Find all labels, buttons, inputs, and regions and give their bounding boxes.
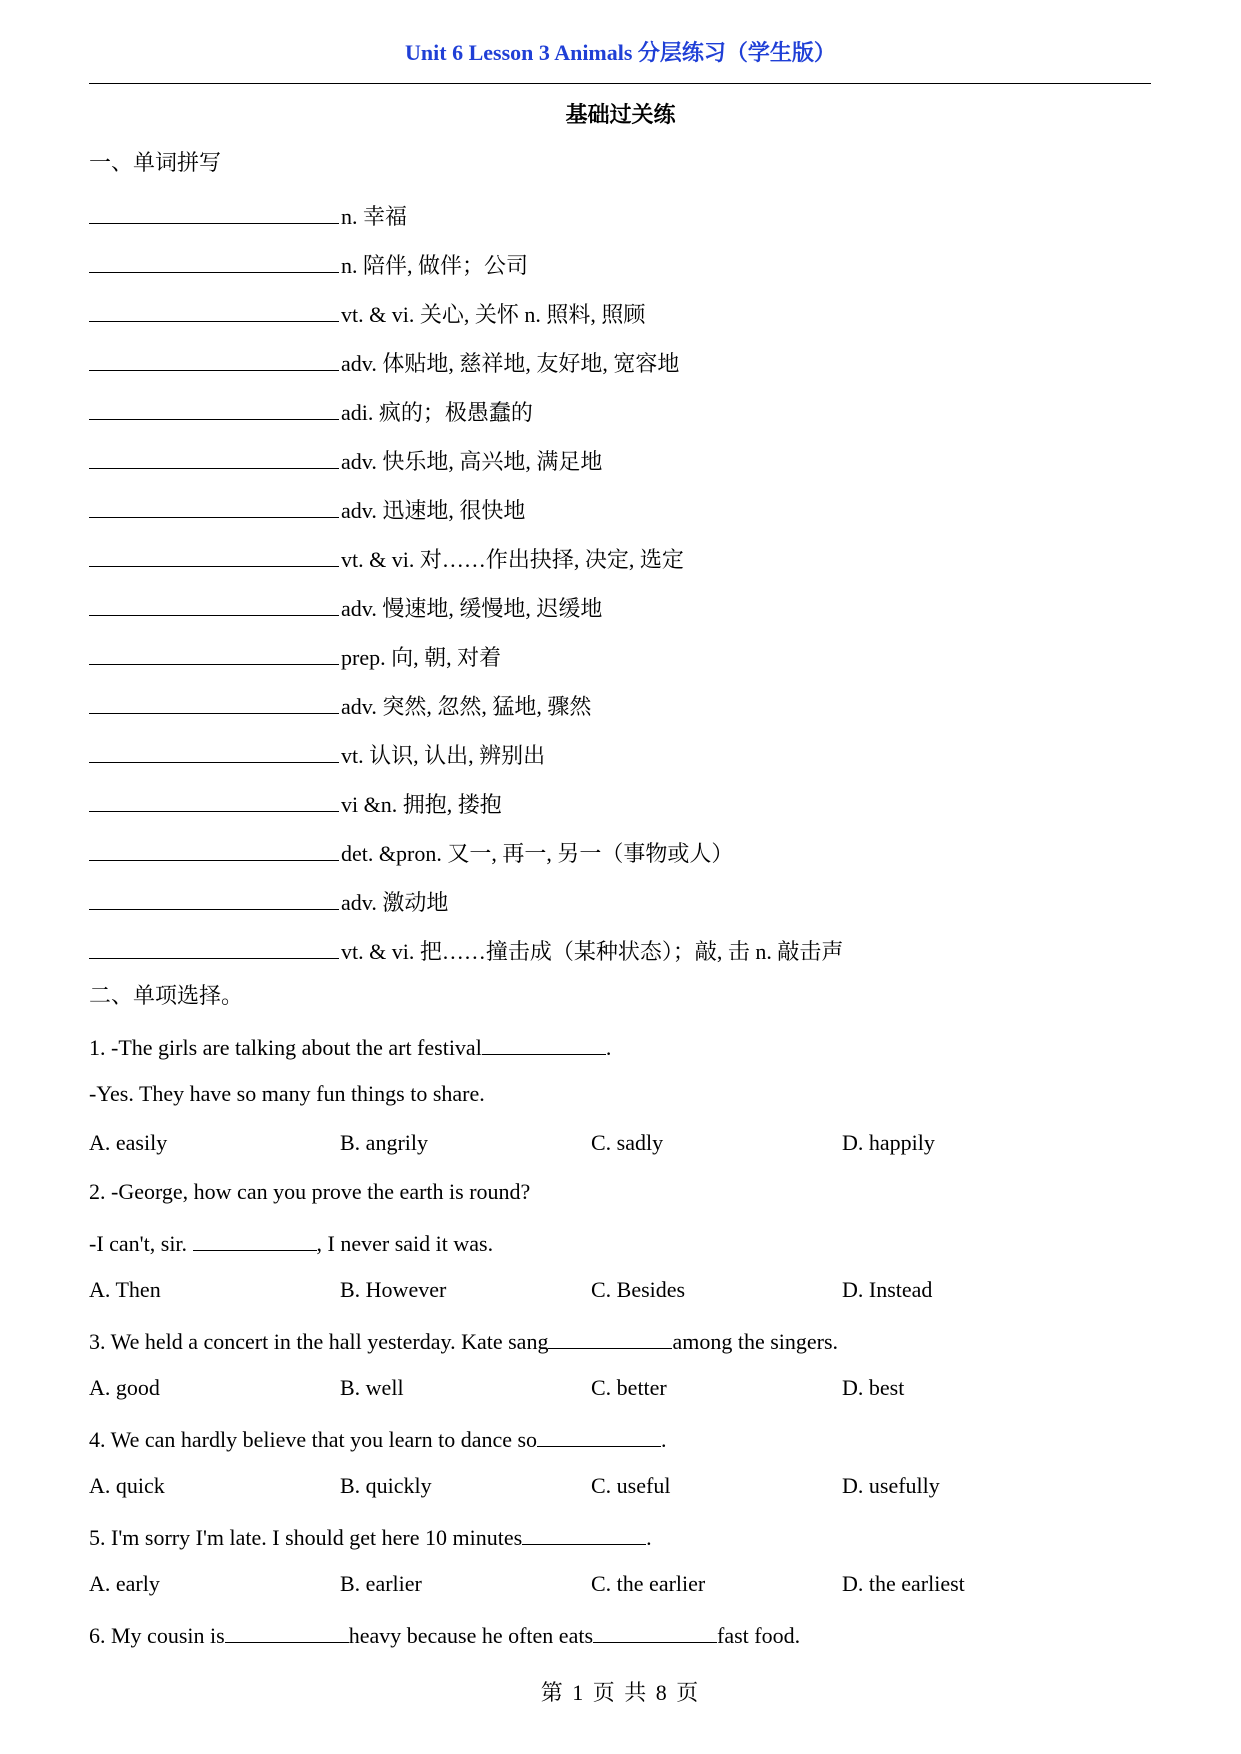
vocab-item — [89, 830, 1151, 879]
header-divider — [89, 83, 1151, 84]
vocab-item — [89, 585, 1151, 634]
question-6 — [89, 1614, 1151, 1663]
vocab-item — [89, 683, 1151, 732]
option-d[interactable]: D. the earliest — [842, 1571, 965, 1596]
option-d[interactable]: D. best — [842, 1375, 905, 1400]
question-text: . — [661, 1427, 667, 1452]
option-c[interactable]: C. better — [591, 1375, 667, 1400]
question-5 — [89, 1516, 1151, 1565]
vocab-definition: adv. 突然, 忽然, 猛地, 骤然 — [341, 694, 592, 719]
answer-blank[interactable] — [522, 1516, 646, 1545]
answer-blank[interactable] — [225, 1614, 349, 1643]
vocab-definition: adv. 快乐地, 高兴地, 满足地 — [341, 449, 603, 474]
question-text: among the singers. — [672, 1329, 839, 1354]
question-text: 4. We can hardly believe that you learn to dance so — [89, 1427, 538, 1452]
answer-blank[interactable] — [482, 1026, 606, 1055]
option-a[interactable]: A. easily — [89, 1130, 168, 1155]
part2-heading: 二、单项选择。 — [89, 983, 244, 1008]
question-2-reply — [89, 1222, 1151, 1271]
question-3 — [89, 1320, 1151, 1369]
option-c[interactable]: C. sadly — [591, 1130, 664, 1155]
question-5-options — [89, 1565, 1151, 1614]
option-a[interactable]: A. quick — [89, 1473, 165, 1498]
option-d[interactable]: D. usefully — [842, 1473, 940, 1498]
vocab-definition: n. 幸福 — [341, 204, 408, 229]
spelling-blank[interactable] — [89, 830, 339, 861]
vocab-definition: adv. 慢速地, 缓慢地, 迟缓地 — [341, 596, 603, 621]
answer-blank[interactable] — [548, 1320, 672, 1349]
option-b[interactable]: B. well — [340, 1375, 404, 1400]
vocab-definition: adv. 激动地 — [341, 890, 449, 915]
vocab-item — [89, 242, 1151, 291]
question-4-options — [89, 1467, 1151, 1516]
vocab-item — [89, 781, 1151, 830]
option-b[interactable]: B. However — [340, 1277, 447, 1302]
answer-blank[interactable] — [537, 1418, 661, 1447]
question-2-options — [89, 1271, 1151, 1320]
spelling-blank[interactable] — [89, 487, 339, 518]
vocab-item — [89, 340, 1151, 389]
question-text: . — [646, 1525, 652, 1550]
option-c[interactable]: C. Besides — [591, 1277, 686, 1302]
spelling-blank[interactable] — [89, 340, 339, 371]
question-text: fast food. — [717, 1623, 801, 1648]
option-a[interactable]: A. good — [89, 1375, 160, 1400]
vocab-definition: det. &pron. 又一, 再一, 另一（事物或人） — [341, 841, 734, 866]
vocab-definition: vt. & vi. 对……作出抉择, 决定, 选定 — [341, 547, 684, 572]
vocab-item — [89, 634, 1151, 683]
question-text: -I can't, sir. — [89, 1231, 193, 1256]
question-text: 1. -The girls are talking about the art festival — [89, 1035, 482, 1060]
vocab-definition: adi. 疯的；极愚蠢的 — [341, 400, 533, 425]
vocab-item — [89, 438, 1151, 487]
option-c[interactable]: C. useful — [591, 1473, 671, 1498]
option-b[interactable]: B. angrily — [340, 1130, 428, 1155]
question-1-options — [89, 1124, 1151, 1173]
part1-heading: 一、单词拼写 — [89, 150, 222, 175]
vocab-item — [89, 879, 1151, 928]
question-text: 5. I'm sorry I'm late. I should get here 10 minutes — [89, 1525, 523, 1550]
option-a[interactable]: A. early — [89, 1571, 160, 1596]
vocab-item — [89, 193, 1151, 242]
worksheet-content — [89, 144, 1151, 1663]
question-2: 2. -George, how can you prove the earth is round? — [89, 1179, 531, 1204]
vocab-list — [89, 193, 1151, 977]
spelling-blank[interactable] — [89, 732, 339, 763]
vocab-definition: adv. 迅速地, 很快地 — [341, 498, 526, 523]
vocab-definition: n. 陪伴, 做伴；公司 — [341, 253, 529, 278]
option-c[interactable]: C. the earlier — [591, 1571, 706, 1596]
question-4 — [89, 1418, 1151, 1467]
vocab-item — [89, 928, 1151, 977]
vocab-item — [89, 291, 1151, 340]
option-d[interactable]: D. Instead — [842, 1277, 933, 1302]
option-b[interactable]: B. earlier — [340, 1571, 422, 1596]
question-1-reply: -Yes. They have so many fun things to share. — [89, 1081, 485, 1106]
vocab-item — [89, 732, 1151, 781]
vocab-definition: vt. & vi. 把……撞击成（某种状态）；敲, 击 n. 敲击声 — [341, 939, 844, 964]
option-d[interactable]: D. happily — [842, 1130, 935, 1155]
vocab-item — [89, 536, 1151, 585]
spelling-blank[interactable] — [89, 438, 339, 469]
question-text: heavy because he often eats — [348, 1623, 594, 1648]
spelling-blank[interactable] — [89, 634, 339, 665]
vocab-definition: vi &n. 拥抱, 搂抱 — [341, 792, 502, 817]
question-1 — [89, 1026, 1151, 1075]
vocab-definition: vt. & vi. 关心, 关怀 n. 照料, 照顾 — [341, 302, 646, 327]
question-3-options — [89, 1369, 1151, 1418]
section-title: 基础过关练 — [565, 102, 676, 127]
spelling-blank[interactable] — [89, 389, 339, 420]
answer-blank[interactable] — [593, 1614, 717, 1643]
spelling-blank[interactable] — [89, 781, 339, 812]
vocab-definition: prep. 向, 朝, 对着 — [341, 645, 502, 670]
vocab-item — [89, 389, 1151, 438]
question-text: . — [605, 1035, 612, 1060]
document-header-title: Unit 6 Lesson 3 Animals 分层练习（学生版） — [405, 40, 836, 65]
vocab-item — [89, 487, 1151, 536]
option-a[interactable]: A. Then — [89, 1277, 161, 1302]
spelling-blank[interactable] — [89, 242, 339, 273]
spelling-blank[interactable] — [89, 536, 339, 567]
spelling-blank[interactable] — [89, 585, 339, 616]
question-text: 3. We held a concert in the hall yesterday. Kate sang — [89, 1329, 549, 1354]
option-b[interactable]: B. quickly — [340, 1473, 432, 1498]
spelling-blank[interactable] — [89, 879, 339, 910]
spelling-blank[interactable] — [89, 291, 339, 322]
spelling-blank[interactable] — [89, 193, 339, 224]
vocab-definition: adv. 体贴地, 慈祥地, 友好地, 宽容地 — [341, 351, 680, 376]
vocab-definition: vt. 认识, 认出, 辨别出 — [341, 743, 546, 768]
page-number: 第 1 页 共 8 页 — [540, 1680, 701, 1705]
spelling-blank[interactable] — [89, 928, 339, 959]
question-text: , I never said it was. — [316, 1231, 494, 1256]
answer-blank[interactable] — [193, 1222, 317, 1251]
spelling-blank[interactable] — [89, 683, 339, 714]
question-text: 6. My cousin is — [89, 1623, 225, 1648]
